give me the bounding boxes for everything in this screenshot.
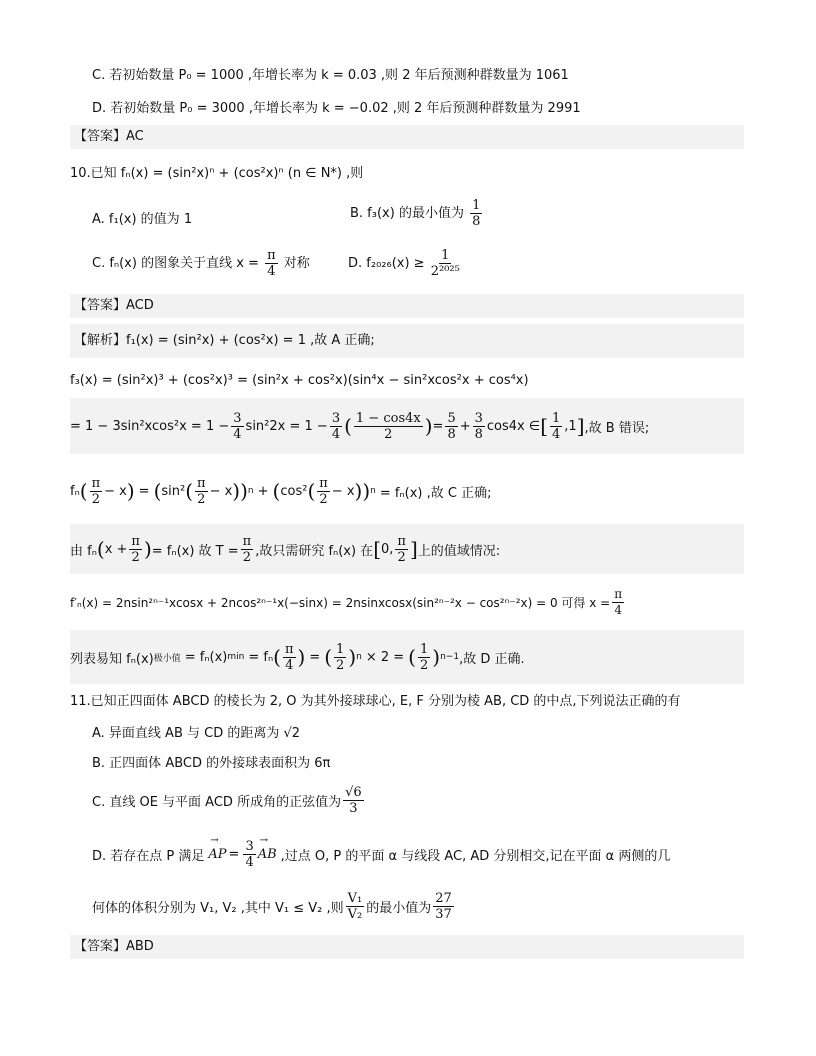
fraction: $\frac{1}{8}$ — [472, 198, 481, 229]
solution-text: 由 fₙ — [70, 543, 97, 559]
q11-option-c — [70, 780, 744, 820]
paren: ( — [273, 645, 281, 669]
solution-text: cos4x ∈ — [486, 418, 541, 434]
q10-option-d-text: D. f₂₀₂₆(x) ≥ — [348, 256, 425, 271]
q10-solution-6 — [70, 580, 744, 624]
paren: )) — [232, 479, 248, 503]
q10-solution-1: 【解析】f₁(x) = (sin²x) + (cos²x) = 1 ,故 A 正确; — [70, 324, 744, 358]
subscript: min — [227, 652, 245, 662]
solution-text: sin² — [161, 483, 186, 499]
solution-text: = — [138, 483, 150, 499]
option-text: = — [228, 846, 240, 862]
exponent: n−1 — [440, 652, 460, 662]
solution-text: × 2 = — [365, 649, 405, 665]
option-text: D. 若存在点 P 满足 — [92, 848, 205, 864]
paren: ( — [272, 479, 281, 503]
solution-text: − x — [331, 483, 355, 499]
solution-text: − x — [104, 483, 127, 499]
solution-text: 0, — [381, 541, 394, 557]
solution-text: = — [309, 649, 321, 665]
exponent: n — [370, 486, 376, 496]
paren: ( — [324, 645, 333, 669]
fraction: $\frac{1}{2}$ — [336, 641, 345, 673]
q11-option-d-line1 — [70, 832, 744, 876]
q10-solution-7 — [70, 630, 744, 684]
solution-text: x + — [104, 541, 128, 557]
fraction: $\frac{3}{4}$ — [331, 410, 341, 442]
fraction: $\frac{\pi}{4}$ — [614, 586, 623, 617]
bracket: ] — [409, 537, 418, 561]
fraction: $\frac{\pi}{2}$ — [131, 533, 140, 565]
paren: ) — [348, 645, 357, 669]
solution-text: = fₙ — [248, 649, 274, 665]
option-text: ,过点 O, P 的平面 α 与线段 AC, AD 分别相交,记在平面 α 两侧的几 — [280, 848, 671, 864]
fraction: $\frac{5}{8}$ — [447, 410, 456, 442]
paren: )) — [354, 479, 371, 503]
fraction: $\frac{√6}{3}$ — [345, 784, 362, 816]
solution-text: = fₙ(x) ,故 C 正确; — [379, 485, 492, 501]
option-text: 的最小值为 — [366, 900, 432, 916]
solution-text: ,故只需研究 fₙ(x) 在 — [255, 543, 374, 559]
solution-text: = — [432, 418, 444, 434]
fraction: $\frac{\pi}{2}$ — [91, 475, 101, 507]
fraction: $\frac{\pi}{4}$ — [284, 641, 294, 673]
q10-solution-4 — [70, 462, 744, 520]
q11-option-d-line2 — [70, 884, 744, 928]
fraction: $\frac{\pi}{2}$ — [397, 533, 406, 565]
fraction: $\frac{\text{V₁}}{\text{V₂}}$ — [347, 890, 363, 922]
paren: ( — [307, 479, 316, 503]
solution-text: = 1 − 3sin²xcos²x = 1 − — [70, 418, 230, 434]
q10-option-b-text: B. f₃(x) 的最小值为 — [350, 206, 464, 221]
fraction: $\frac{27}{37}$ — [435, 890, 452, 922]
fraction: $\frac{3}{4}$ — [245, 838, 254, 870]
paren: ) — [297, 645, 306, 669]
q11-answer: 【答案】ABD — [70, 935, 744, 959]
exponent: n — [247, 486, 254, 496]
q10-option-b — [350, 198, 744, 229]
vector-ab: → AB — [258, 847, 277, 862]
bracket: [ — [540, 414, 549, 438]
fraction: $\frac{3}{8}$ — [474, 410, 483, 442]
vector-ap: → AP — [208, 847, 226, 862]
solution-text: = fₙ(x) — [184, 649, 228, 665]
q10-stem: 10.已知 fₙ(x) = (sin²x)ⁿ + (cos²x)ⁿ (n ∈ N*) ,则 — [70, 166, 364, 181]
solution-text: 上的值域情况: — [417, 543, 501, 559]
q10-solution-5 — [70, 524, 744, 574]
exponent: n — [356, 652, 362, 662]
q10-option-d — [348, 248, 744, 279]
fraction: $\frac{1}{4}$ — [552, 410, 561, 442]
paren: ) — [432, 645, 441, 669]
q11-option-a: A. 异面直线 AB 与 CD 的距离为 √2 — [92, 726, 301, 741]
q10-solution-3 — [70, 398, 744, 454]
solution-text: fₙ — [70, 483, 80, 499]
solution-text: + — [459, 418, 471, 434]
option-text: C. 直线 OE 与平面 ACD 所成角的正弦值为 — [92, 794, 342, 810]
solution-text: ,1 — [564, 418, 577, 434]
fraction: $\frac{\pi}{2}$ — [197, 475, 206, 507]
fraction: $\frac{1}{2}$ — [419, 641, 429, 673]
paren: ) — [424, 414, 433, 438]
solution-text: + — [257, 483, 269, 499]
solution-text: f′ₙ(x) = 2nsin²ⁿ⁻¹xcosx + 2ncos²ⁿ⁻¹x(−sinx) = 2nsinxcosx(sin²ⁿ⁻²x − cos²ⁿ⁻²x) = 0 可得 x = — [70, 595, 611, 610]
solution-text: sin²2x = 1 − — [245, 418, 328, 434]
bracket: ] — [576, 414, 585, 438]
q10-answer: 【答案】ACD — [70, 294, 744, 318]
solution-text: ,故 D 正确. — [459, 651, 525, 667]
paren: ) — [126, 479, 135, 503]
fraction: $\frac{\pi}{4}$ — [267, 248, 276, 279]
solution-text: 列表易知 fₙ(x) — [70, 651, 154, 667]
fraction: $\frac{1}{\text{2²⁰²⁵}}$ — [430, 248, 460, 279]
q9-answer: 【答案】AC — [70, 125, 744, 149]
solution-text: ,故 B 错误; — [584, 420, 650, 436]
q9-option-d: D. 若初始数量 P₀ = 3000 ,年增长率为 k = −0.02 ,则 2 年后预测种群数量为 2991 — [92, 101, 581, 116]
paren: ( — [79, 479, 88, 503]
fraction: $\frac{\pi}{2}$ — [319, 475, 328, 507]
solution-text: − x — [209, 483, 233, 499]
fraction: $\frac{1 - \cos 4x}{2}$ — [355, 410, 421, 442]
q10-option-a: A. f₁(x) 的值为 1 — [92, 212, 193, 227]
q10-solution-2: f₃(x) = (sin²x)³ + (cos²x)³ = (sin²x + cos²x)(sin⁴x − sin²xcos²x + cos⁴x) — [70, 373, 529, 388]
paren: ( — [408, 645, 416, 669]
solution-text: cos² — [280, 483, 308, 499]
q11-stem: 11.已知正四面体 ABCD 的棱长为 2, O 为其外接球球心, E, F 分别为棱 AB, CD 的中点,下列说法正确的有 — [70, 694, 681, 709]
q10-option-c-tail: 对称 — [283, 256, 310, 271]
bracket: [ — [373, 537, 381, 561]
fraction: $\frac{3}{4}$ — [233, 410, 242, 442]
solution-text: = fₙ(x) 故 T = — [151, 543, 239, 559]
q11-option-b: B. 正四面体 ABCD 的外接球表面积为 6π — [92, 756, 331, 771]
fraction: $\frac{\pi}{2}$ — [242, 533, 252, 565]
paren: ( — [344, 414, 352, 438]
q9-option-c: C. 若初始数量 P₀ = 1000 ,年增长率为 k = 0.03 ,则 2 年后预测种群数量为 1061 — [92, 68, 569, 83]
paren: ( — [153, 479, 162, 503]
q10-option-c-text: C. fₙ(x) 的图象关于直线 x = — [92, 256, 259, 271]
paren: ( — [96, 537, 105, 561]
option-text: 何体的体积分别为 V₁, V₂ ,其中 V₁ ≤ V₂ ,则 — [92, 900, 344, 916]
paren: ) — [143, 537, 152, 561]
paren: ( — [185, 479, 194, 503]
subscript: 极小值 — [153, 653, 181, 664]
